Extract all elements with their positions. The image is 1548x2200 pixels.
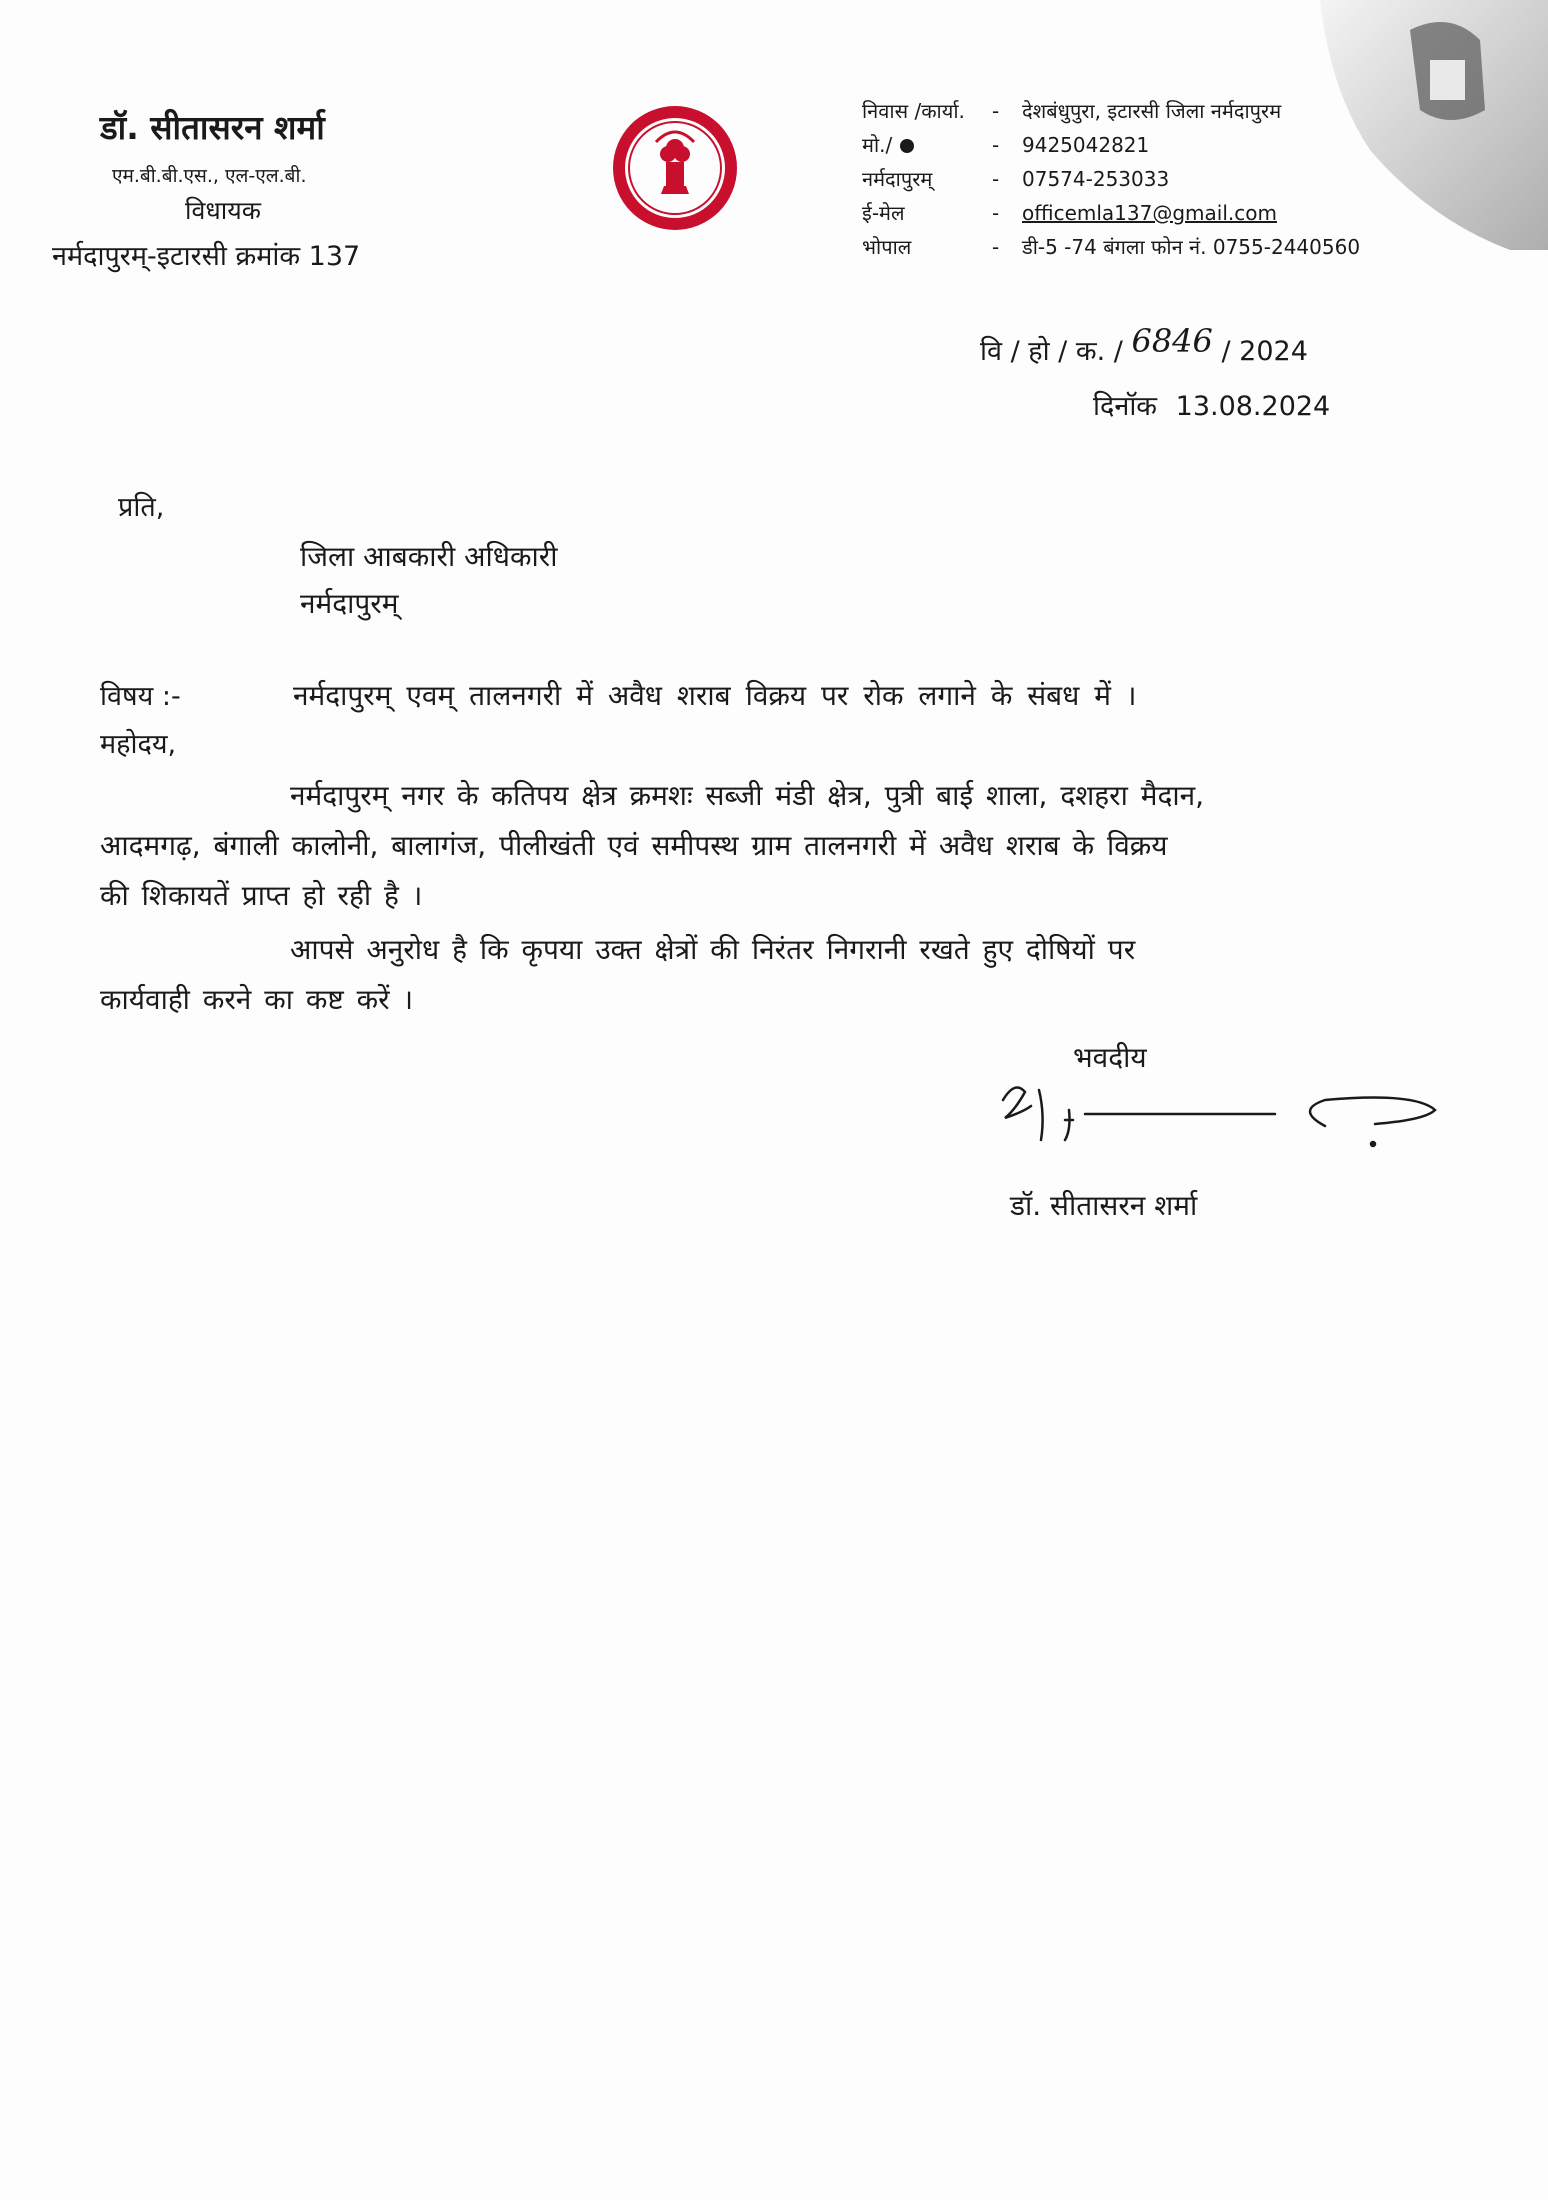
contact-sep: - (992, 201, 1000, 225)
reference-handwritten-number: 6846 (1131, 322, 1213, 360)
contact-label-mobile (862, 128, 992, 162)
contact-row-mobile (862, 128, 1360, 162)
recipient-line2: नर्मदापुरम् (300, 587, 399, 620)
contact-sep: - (992, 133, 1000, 157)
reference-suffix: / 2024 (1221, 336, 1308, 367)
contact-sep: - (992, 99, 1000, 123)
photo-corner-object (1310, 0, 1548, 250)
subject-label: विषय :- (100, 681, 181, 712)
reference-prefix: वि / हो / क. / (980, 336, 1123, 367)
whatsapp-icon (899, 138, 915, 154)
recipient-line1: जिला आबकारी अधिकारी (300, 540, 558, 573)
body-paragraph-2-line-2: कार्यवाही करने का कष्ट करें । (100, 983, 414, 1016)
contact-sep: - (992, 167, 1000, 191)
email-link[interactable]: officemla137@gmail.com (1022, 201, 1277, 225)
recipient-salutation: प्रति, (118, 492, 165, 523)
signatory-name: डॉ. सीतासरन शर्मा (1010, 1189, 1198, 1222)
letterhead-name: डॉ. सीतासरन शर्मा (100, 108, 325, 147)
reference-number (980, 322, 1308, 368)
contact-row-residence (862, 94, 1360, 128)
body-paragraph-1-line-2: आदमगढ़, बंगाली कालोनी, बालागंज, पीलीखंती एवं समीपस्थ ग्राम तालनगरी में अवैध शराब के विक्रय (100, 829, 1168, 862)
closing-text: भवदीय (1073, 1041, 1147, 1074)
subject-text: नर्मदापुरम् एवम् तालनगरी में अवैध शराब विक्रय पर रोक लगाने के संबध में । (293, 679, 1137, 712)
contact-value: 9425042821 (1022, 133, 1150, 157)
contact-label: मो./ (862, 133, 893, 157)
contact-label: ई-मेल (862, 201, 905, 225)
contact-label: नर्मदापुरम् (862, 167, 933, 191)
contact-value: डी-5 -74 बंगला फोन नं. 0755-2440560 (1022, 235, 1361, 259)
letterhead-designation: विधायक (185, 196, 261, 225)
contact-row-email (862, 196, 1360, 230)
greeting: महोदय, (100, 729, 177, 760)
state-emblem-seal (606, 102, 744, 234)
contact-value: 07574-253033 (1022, 167, 1170, 191)
contact-row-narmadapuram (862, 162, 1360, 196)
contact-sep: - (992, 235, 1000, 259)
contact-block (862, 94, 1360, 264)
letter-date (1093, 386, 1330, 423)
contact-value: देशबंधुपुरा, इटारसी जिला नर्मदापुरम (1022, 99, 1282, 123)
date-label: दिनॉक (1093, 391, 1158, 422)
contact-label: निवास /कार्या. (862, 99, 965, 123)
body-paragraph-1-line-3: की शिकायतें प्राप्त हो रही है । (100, 879, 423, 912)
contact-label: भोपाल (862, 235, 912, 259)
body-paragraph-1-line-1: नर्मदापुरम् नगर के कतिपय क्षेत्र क्रमशः सब्जी मंडी क्षेत्र, पुत्री बाई शाला, दशहरा मैदान, (290, 779, 1205, 812)
letterhead-constituency: नर्मदापुरम्-इटारसी क्रमांक 137 (52, 241, 361, 272)
body-paragraph-2-line-1: आपसे अनुरोध है कि कृपया उक्त क्षेत्रों की निरंतर निगरानी रखते हुए दोषियों पर (290, 933, 1136, 966)
date-value: 13.08.2024 (1175, 391, 1331, 422)
handwritten-signature (995, 1070, 1445, 1160)
letterhead-qualifications: एम.बी.बी.एस., एल-एल.बी. (112, 165, 307, 187)
contact-row-bhopal (862, 230, 1360, 264)
